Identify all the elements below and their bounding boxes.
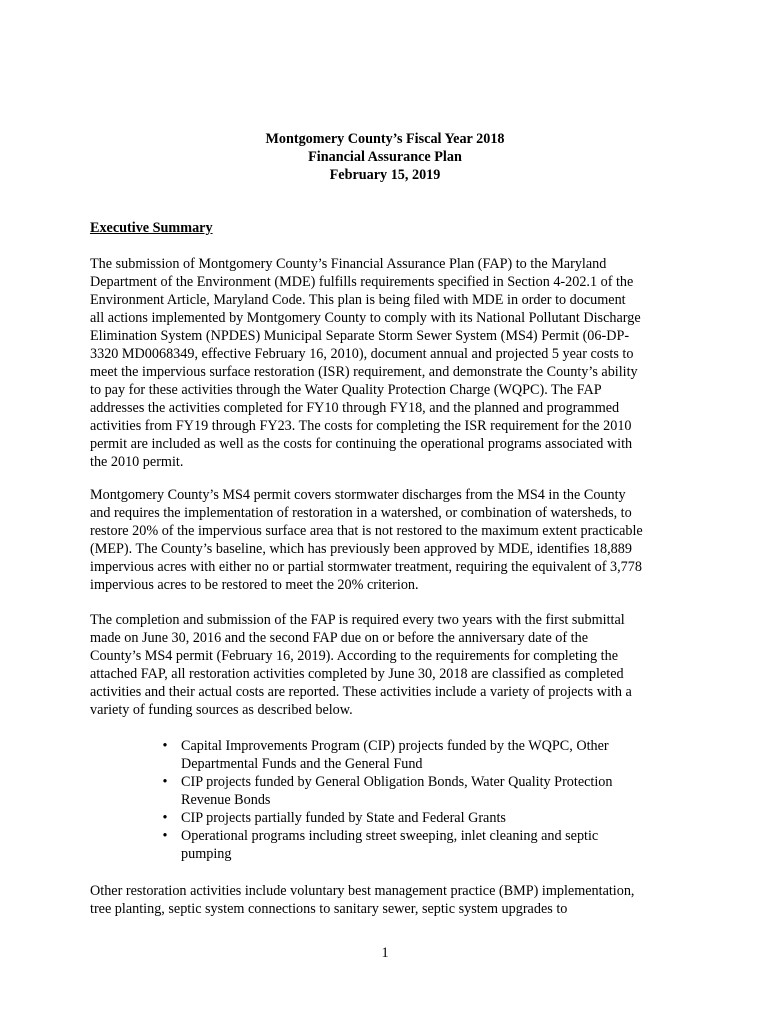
title-line: Montgomery County’s Fiscal Year 2018 (265, 131, 505, 147)
paragraph-line: made on June 30, 2016 and the second FAP due on or before the anniversary date of the (90, 630, 588, 646)
paragraph-4 (90, 882, 690, 918)
list-item-line: Departmental Funds and the General Fund (181, 756, 423, 772)
paragraph-line: Environment Article, Maryland Code. This plan is being filed with MDE in order to document (90, 292, 626, 308)
list-item-text (181, 827, 770, 863)
paragraph-line: to pay for these activities through the Water Quality Protection Charge (WQPC). The FAP (90, 382, 602, 398)
paragraph-line: the 2010 permit. (90, 454, 184, 470)
paragraph-line: addresses the activities completed for FY10 through FY18, and the planned and programmed (90, 400, 620, 416)
paragraph-line: Other restoration activities include voluntary best management practice (BMP) implementation, (90, 883, 635, 899)
paragraph-line: activities from FY19 through FY23. The costs for completing the ISR requirement for the 2010 (90, 418, 632, 434)
list-item-line: Revenue Bonds (181, 792, 271, 808)
list-item-line: Operational programs including street sweeping, inlet cleaning and septic (181, 828, 599, 844)
paragraph-2 (90, 486, 690, 594)
list-item-line: CIP projects funded by General Obligation Bonds, Water Quality Protection (181, 774, 613, 790)
list-item-line: Capital Improvements Program (CIP) projects funded by the WQPC, Other (181, 738, 609, 754)
list-item-text (181, 809, 770, 827)
paragraph-line: permit are included as well as the costs for continuing the operational programs associated with (90, 436, 633, 452)
section-heading-executive-summary: Executive Summary (90, 220, 213, 236)
paragraph-line: Montgomery County’s MS4 permit covers stormwater discharges from the MS4 in the County (90, 487, 626, 503)
paragraph-3 (90, 611, 690, 719)
page-number: 1 (381, 945, 389, 961)
bullet-icon: • (162, 738, 168, 754)
paragraph-line: impervious acres to be restored to meet the 20% criterion. (90, 577, 419, 593)
paragraph-line: The completion and submission of the FAP is required every two years with the first submittal (90, 612, 625, 628)
subtitle-line: Financial Assurance Plan (308, 149, 462, 165)
list-item-line: pumping (181, 846, 232, 862)
paragraph-line: all actions implemented by Montgomery County to comply with its National Pollutant Discharge (90, 310, 641, 326)
paragraph-line: attached FAP, all restoration activities completed by June 30, 2018 are classified as completed (90, 666, 624, 682)
paragraph-line: activities and their actual costs are reported. These activities include a variety of projects with a (90, 684, 632, 700)
list-item (0, 773, 770, 809)
list-item (0, 737, 770, 773)
list-item-text (181, 737, 770, 773)
bullet-icon: • (162, 774, 168, 790)
paragraph-line: restore 20% of the impervious surface area that is not restored to the maximum extent practicable (90, 523, 643, 539)
paragraph-line: meet the impervious surface restoration (ISR) requirement, and demonstrate the County’s ability (90, 364, 638, 380)
paragraph-1 (90, 255, 690, 471)
list-item (0, 809, 770, 827)
paragraph-line: Department of the Environment (MDE) fulfills requirements specified in Section 4-202.1 of the (90, 274, 634, 290)
list-item (0, 827, 770, 863)
paragraph-line: The submission of Montgomery County’s Financial Assurance Plan (FAP) to the Maryland (90, 256, 607, 272)
document-title (0, 130, 770, 184)
date-line: February 15, 2019 (329, 167, 441, 183)
list-item-text (181, 773, 770, 809)
paragraph-line: variety of funding sources as described below. (90, 702, 353, 718)
paragraph-line: impervious acres with either no or partial stormwater treatment, requiring the equivalent of 3,778 (90, 559, 642, 575)
paragraph-line: (MEP). The County’s baseline, which has previously been approved by MDE, identifies 18,889 (90, 541, 632, 557)
bullet-icon: • (162, 828, 168, 844)
paragraph-line: Elimination System (NPDES) Municipal Separate Storm Sewer System (MS4) Permit (06-DP- (90, 328, 630, 344)
funding-sources-list (0, 737, 770, 863)
paragraph-line: County’s MS4 permit (February 16, 2019). According to the requirements for completing the (90, 648, 618, 664)
list-item-line: CIP projects partially funded by State and Federal Grants (181, 810, 506, 826)
paragraph-line: tree planting, septic system connections to sanitary sewer, septic system upgrades to (90, 901, 568, 917)
paragraph-line: 3320 MD0068349, effective February 16, 2010), document annual and projected 5 year costs to (90, 346, 634, 362)
bullet-icon: • (162, 810, 168, 826)
paragraph-line: and requires the implementation of restoration in a watershed, or combination of watersheds, to (90, 505, 632, 521)
